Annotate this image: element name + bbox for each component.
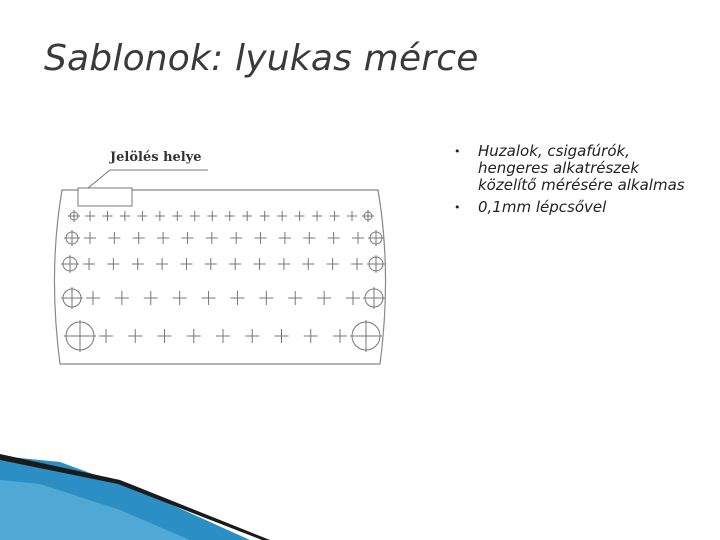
marking-location-label: Jelölés helye xyxy=(110,150,202,165)
corner-decoration xyxy=(0,440,720,540)
bullet-item xyxy=(454,199,694,216)
bullet-list xyxy=(454,143,694,221)
marking-box xyxy=(78,188,132,206)
bullet-text: Huzalok, csigafúrók, hengeres alkatrészek közelítő mérésére alkalmas xyxy=(478,142,685,194)
bullet-text: 0,1mm lépcsővel xyxy=(478,198,607,216)
gauge-marks xyxy=(61,210,385,352)
bullet-item xyxy=(454,143,694,194)
bullet-dot-icon: • xyxy=(454,145,461,158)
slide-title: Sablonok: lyukas mérce xyxy=(44,38,479,79)
bullet-dot-icon: • xyxy=(454,201,461,214)
label-leader-line xyxy=(88,170,110,188)
hole-gauge-diagram xyxy=(40,142,400,372)
